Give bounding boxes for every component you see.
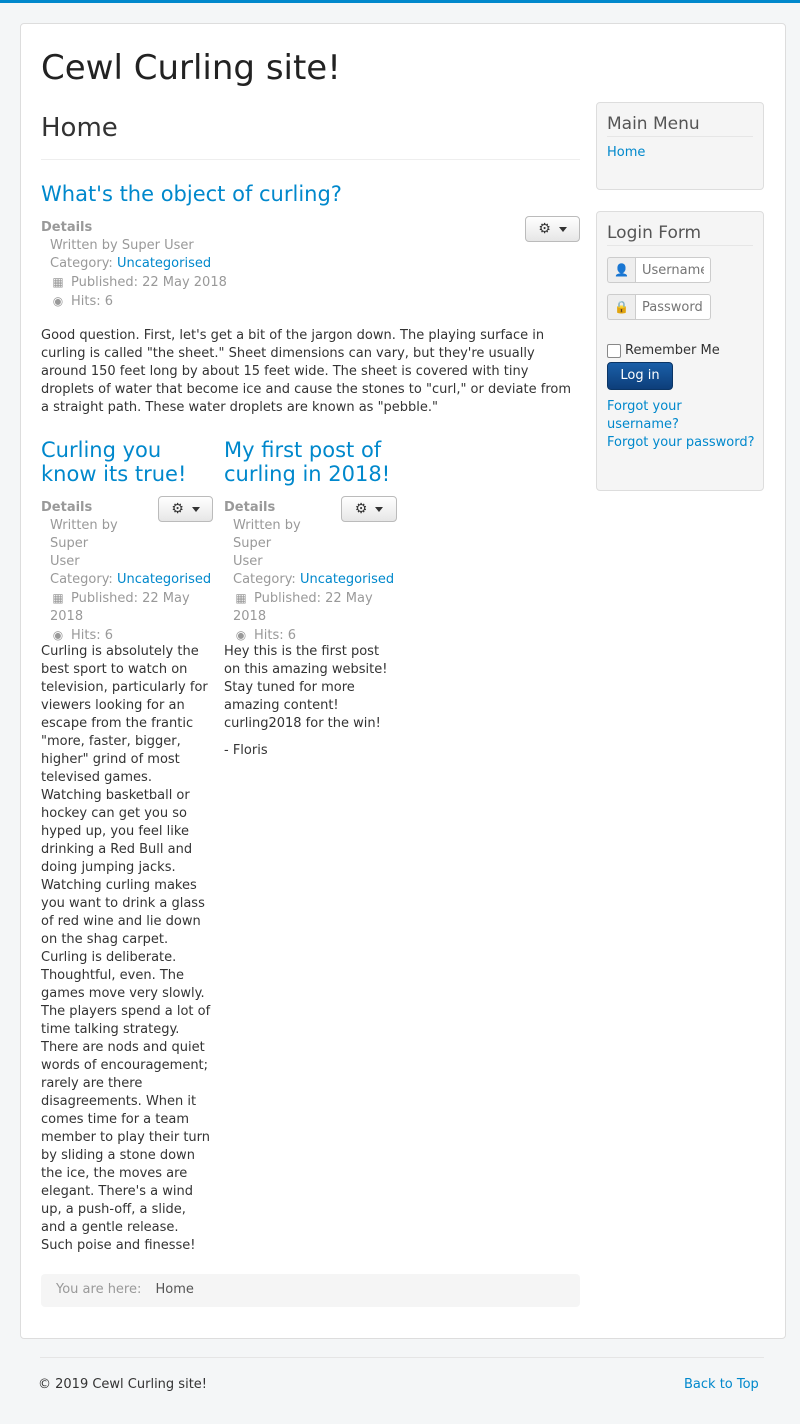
published-date: ▦ Published: 22 May 2018 [50, 591, 190, 624]
article-info-label: Details [41, 500, 93, 515]
breadcrumb-label: You are here: [56, 1282, 142, 1297]
main-menu-module [596, 102, 764, 190]
category [41, 255, 521, 273]
hits-count: ◉ Hits: 6 [224, 626, 397, 645]
article-body-1: Curling is absolutely the best sport to watch on television, particularly for viewers looking for an escape from the frantic "more, faster, bigger, higher" grind of most televised games. Watching basketball or hockey can get you so hyped up, you feel like drinking a Red Bull and doing jumping jacks. Watching curling makes you want to drink a glass of red wine and lie down on the shag carpet. Curling is deliberate. Thoughtful, even. The games move very slowly. The players spend a lot of time talking strategy. There are nods and quiet words of encouragement; rarely are there disagreements. When it comes time for a team member to play their turn by sliding a stone down the ice, the moves are elegant. There's a wind up, a push-off, a slide, and a gentle release. Such poise and finesse! [41, 644, 211, 1253]
main-menu-item-home[interactable]: Home [607, 145, 646, 160]
main-menu-title: Main Menu [607, 113, 753, 137]
password-input[interactable] [635, 294, 711, 320]
password-row [607, 294, 711, 320]
published-date: ▦ Published: 22 May 2018 [41, 273, 521, 292]
footer-divider [40, 1357, 764, 1358]
calendar-icon: ▦ [235, 591, 247, 605]
category-label: Category: [50, 572, 113, 587]
chevron-down-icon [559, 227, 567, 232]
back-to-top-link[interactable]: Back to Top [684, 1377, 759, 1392]
username-input[interactable] [635, 257, 711, 283]
article-info-1 [41, 499, 213, 645]
calendar-icon: ▦ [52, 591, 64, 605]
page-title: Home [41, 113, 118, 143]
forgot-username-link[interactable]: Forgot your username? [607, 399, 682, 432]
article-tools-button[interactable] [525, 216, 580, 242]
login-button[interactable]: Log in [607, 362, 673, 390]
category-label: Category: [233, 572, 296, 587]
login-form-title: Login Form [607, 222, 753, 246]
article-body-2: Hey this is the first post on this amazing website! Stay tuned for more amazing content! curling2018 for the win! [224, 644, 388, 731]
article-info [41, 219, 521, 311]
lead-article-body: Good question. First, let's get a bit of the jargon down. The playing surface in curling is called "the sheet." Sheet dimensions can vary, but they're usually around 150 feet long by about 15 feet wide. The sheet is covered with tiny droplets of water that become ice and cause the stones to "curl," or deviate from a straight path. These water droplets are known as "pebble." [41, 328, 571, 415]
username-row [607, 257, 711, 283]
gear-icon: ⚙ [538, 221, 551, 237]
article-signature-2: - Floris [224, 743, 268, 758]
breadcrumb-current: Home [155, 1282, 194, 1297]
remember-me[interactable] [607, 342, 720, 360]
article-info-2 [224, 499, 397, 645]
login-form-module [596, 211, 764, 491]
article-info-label: Details [41, 220, 93, 235]
article-info-label: Details [224, 500, 276, 515]
remember-me-checkbox[interactable] [607, 344, 621, 358]
breadcrumb [41, 1274, 580, 1307]
user-icon: 👤 [607, 257, 635, 283]
category-link[interactable]: Uncategorised [299, 572, 395, 587]
author: Written by Super User [50, 238, 194, 253]
category [224, 571, 397, 589]
eye-icon: ◉ [52, 294, 64, 308]
published-date: ▦ Published: 22 May 2018 [233, 591, 373, 624]
forgot-password-link[interactable]: Forgot your password? [607, 435, 755, 450]
eye-icon: ◉ [52, 628, 64, 642]
eye-icon: ◉ [235, 628, 247, 642]
top-accent-bar [0, 0, 800, 3]
page-header [41, 112, 580, 160]
lock-icon: 🔒 [607, 294, 635, 320]
article-title-2[interactable]: My first post of curling in 2018! [224, 438, 391, 486]
remember-me-label: Remember Me [625, 343, 720, 358]
category [41, 571, 213, 589]
site-brand[interactable]: Cewl Curling site! [41, 48, 341, 88]
category-link[interactable]: Uncategorised [116, 572, 212, 587]
gear-icon: ⚙ [171, 501, 184, 517]
category-label: Category: [50, 256, 113, 271]
article-title-1[interactable]: Curling you know its true! [41, 438, 187, 486]
page-container [20, 23, 786, 1339]
calendar-icon: ▦ [52, 275, 64, 289]
lead-article-title[interactable]: What's the object of curling? [41, 182, 342, 206]
category-link[interactable]: Uncategorised [116, 256, 212, 271]
author: Written by Super User [233, 518, 301, 569]
author: Written by Super User [50, 518, 118, 569]
gear-icon: ⚙ [354, 501, 368, 517]
hits-count: ◉ Hits: 6 [41, 626, 213, 645]
footer-copyright: © 2019 Cewl Curling site! [38, 1377, 207, 1392]
hits-count: ◉ Hits: 6 [41, 292, 521, 311]
